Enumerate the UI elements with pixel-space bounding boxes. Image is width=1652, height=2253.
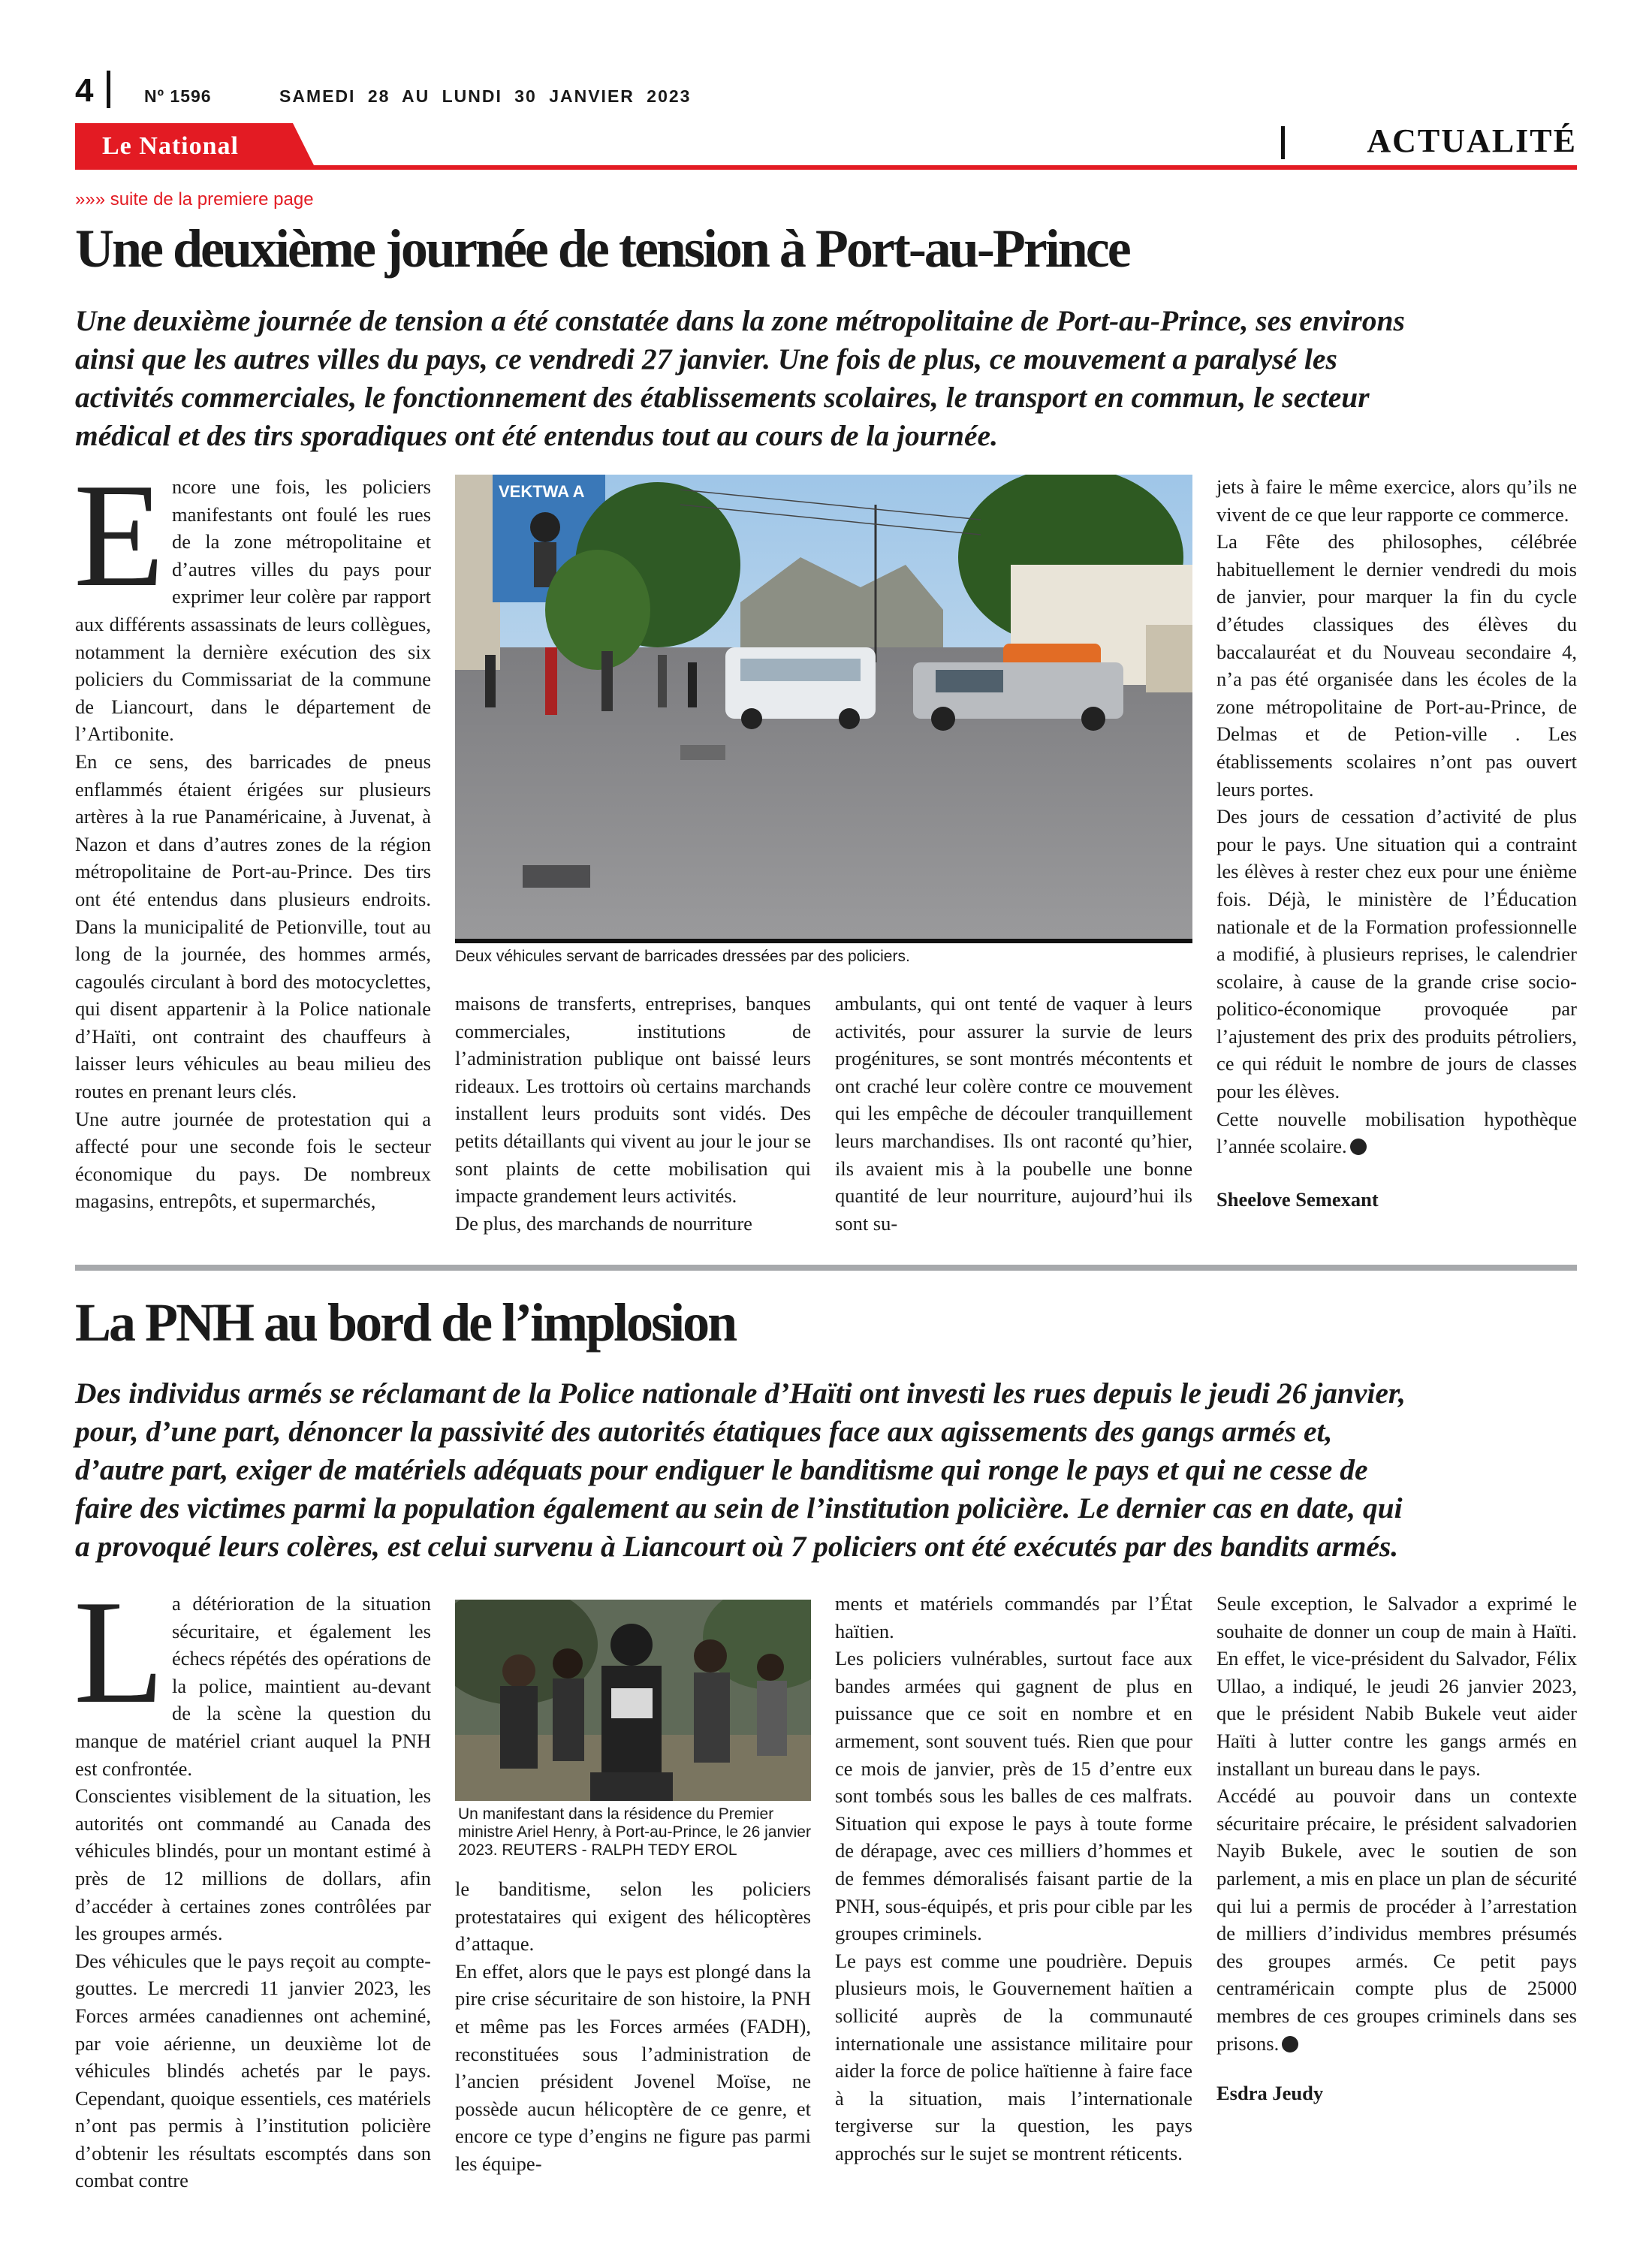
photo-caption: Deux véhicules servant de barricades dressées par des policiers. [455, 948, 910, 965]
paragraph: En ce sens, des barricades de pneus enflammés étaient érigées sur plusieurs artères à la rue Panaméricaine, à Juvenat, à Nazon et dans d’autres zones de la région métropolitaine de Port-au-Prince. Des tirs ont été entendus dans plusieurs endroits. Dans la municipalité de Petionville, tout au long de la journée, des hommes armés, cagoulés circulant à bord des motocyclettes, qui disent appartenir à la Police nationale d’Haïti, ont contraint des chauffeurs à laisser leurs véhicules au beau milieu des routes en prenant leurs clés. [75, 749, 431, 1103]
article1-col2 [455, 990, 811, 1237]
page-number: 4 [75, 72, 94, 109]
article1-col1 [74, 453, 431, 1215]
article2-lede [75, 1374, 1577, 1566]
paragraph: De plus, des marchands de nourriture [455, 1211, 752, 1235]
article2-headline: La PNH au bord de l’implosion [75, 1292, 736, 1353]
byline: Esdra Jeudy [1216, 2082, 1324, 2105]
byline: Sheelove Semexant [1216, 1187, 1379, 1211]
paragraph: Cette nouvelle mobilisation hypothèque l’année scolaire. [1216, 1107, 1577, 1158]
paragraph: Conscientes visiblement de la situation, les autorités ont commandé au Canada des véhicules blindés, pour un montant estimé à près de 12 millions de dollars, afin d’accéder à certaines zones contrôlées par les groupes armés. [75, 1784, 431, 1945]
lede-line: ainsi que les autres villes du pays, ce vendredi 27 janvier. Une fois de plus, ce mouvement a paralysé les [75, 342, 1337, 376]
svg-text:VEKTWA A: VEKTWA A [499, 482, 585, 501]
dropcap: E [74, 453, 164, 617]
paragraph: ments et matériels commandés par l’État haïtien. [835, 1592, 1192, 1642]
lede-line: pour, d’une part, dénoncer la passivité des autorités étatiques face aux agissements des gangs armés et, [75, 1415, 1333, 1448]
lede-line: d’autre part, exiger de matériels adéquats pour endiguer le banditisme qui ronge le pays et qui ne cesse de [75, 1453, 1368, 1486]
lede-line: activités commerciales, le fonctionnement des établissements scolaires, le transport en commun, le secteur [75, 381, 1370, 414]
lede-line: a provoqué leurs colères, est celui survenu à Liancourt où 7 policiers ont été exécutés par des bandits armés. [75, 1530, 1399, 1563]
paragraph: ncore une fois, les policiers manifestants ont foulé les rues de la zone métropolitaine et d’autres villes du pays pour exprimer leur colère par rapport aux différents assassinats de leurs collègues, notamment la dernière exécution des six policiers du Commissariat de la commune de Liancourt, dans le département de l’Artibonite. [75, 475, 431, 746]
paragraph: Des jours de cessation d’activité de plus pour le pays. Une situation qui a contraint les élèves à rester chez eux pour une énième fois. Déjà, le ministère de l’Éducation nationale et de la Formation professionnelle a modifié, à plusieurs reprises, le calendrier scolaire, à cause de la grande crise socio-politico-économique provoquée par l’ajustement des prix des produits pétroliers, ce qui réduit le nombre de jours de classes pour les élèves. [1216, 805, 1577, 1103]
section-label: ACTUALITÉ [1367, 122, 1577, 159]
paragraph: Des véhicules que le pays reçoit au compte-gouttes. Le mercredi 11 janvier 2023, les Forces armées canadiennes ont acheminé, par voie aérienne, un deuxième lot de véhicules blindés achetés par le pays. Cependant, quoique essentiels, ces matériels n’ont pas permis à l’institution policière d’obtenir les résultats escomptés dans son combat contre [75, 1949, 431, 2192]
article1-col4 [1216, 473, 1577, 1213]
article1-lede [75, 302, 1577, 455]
end-mark-icon [1282, 2036, 1298, 2052]
article2-col1 [74, 1570, 431, 2194]
header-rule [75, 165, 1577, 170]
paragraph: Le pays est comme une poudrière. Depuis plusieurs mois, le Gouvernement haïtien a sollicité auprès de la communauté internationale une assistance militaire pour aider la force de police haïtienne à faire face à la situation, mais l’internationale tergiverse sur la question, les pays approchés sur le sujet se montrent réticents. [835, 1949, 1192, 2164]
paragraph: En effet, alors que le pays est plongé dans la pire crise sécuritaire de son histoire, la PNH et même pas les Forces armées (FADH), reconstituées sous l’administration de l’ancien président Jovenel Moïse, ne possède aucun hélicoptère de ce genre, et encore ce type d’engins ne figure pas parmi les équipe- [455, 1959, 811, 2175]
section-bar [1281, 126, 1285, 159]
paragraph: le banditisme, selon les policiers protestataires qui exigent des hélicoptères d’attaque. [455, 1878, 811, 1956]
paragraph: a détérioration de la situation sécuritaire, et également les échecs répétés des opérations de la police, maintient au-devant de la scène la question du manque de matériel criant auquel la PNH est confrontée. [75, 1592, 431, 1780]
brand-logo: Le National [102, 132, 239, 160]
lede-line: Des individus armés se réclamant de la Police nationale d’Haïti ont investi les rues depuis le jeudi 26 janvier, [75, 1377, 1406, 1410]
paragraph: maisons de transferts, entreprises, banques commerciales, institutions de l’administration publique ont baissé leurs rideaux. Les trottoirs où certains marchands installent leurs produits sont vidés. Des petits détaillants qui vivent au jour le jour se sont plaints de cette mobilisation qui impacte grandement leurs activités. [455, 992, 811, 1208]
issue-date: SAMEDI 28 AU LUNDI 30 JANVIER 2023 [279, 86, 692, 106]
paragraph: Les policiers vulnérables, surtout face aux bandes armées qui gagnent de plus en puissance que ce soit en nombre et en armement, sont souvent tués. Rien que pour ce mois de janvier, près de 15 d’entre eux sont tombés sous les balles de ces malfrats. Situation qui expose le pays à toute forme de dérapage, avec ces milliers d’hommes et de femmes démoralisés faisant partie de la PNH, sous-équipés, et pris pour cible par les groupes criminels. [835, 1647, 1192, 1945]
lede-line: médical et des tirs sporadiques ont été entendus tout au cours de la journée. [75, 419, 998, 452]
page-number-bar [107, 71, 110, 108]
paragraph: jets à faire le même exercice, alors qu’ils ne vivent de ce que leur rapporte ce commerce. [1216, 475, 1577, 526]
article2-col2 [455, 1875, 811, 2178]
dropcap: L [74, 1570, 164, 1734]
paragraph: Accédé au pouvoir dans un contexte sécuritaire précaire, le président salvadorien Nayib Bukele, avec le soutien de son parlement, a mis en place un plan de sécurité qui lui a permis de procéder à l’arrestation de milliers d’individus membres présumés des groupes armés. Ce petit pays centraméricain compte plus de 25000 membres de ces groupes criminels dans ses prisons. [1216, 1784, 1577, 2055]
article1-col3 [835, 990, 1192, 1237]
photo-caption: Un manifestant dans la résidence du Premier ministre Ariel Henry, à Port-au-Prince, le 26 janvier 2023. REUTERS - RALPH TEDY EROL [458, 1805, 811, 1859]
protester-photo [455, 1600, 811, 1801]
lede-line: Une deuxième journée de tension a été constatée dans la zone métropolitaine de Port-au-Prince, ses environs [75, 304, 1405, 337]
barricade-photo [455, 475, 1192, 943]
article2-col3 [835, 1590, 1192, 2167]
article2-col4 [1216, 1590, 1577, 2107]
issue-number: Nº 1596 [144, 86, 212, 106]
continued-from-front: »»» suite de la premiere page [75, 189, 314, 210]
article1-headline: Une deuxième journée de tension à Port-au-Prince [75, 219, 1129, 279]
paragraph: Seule exception, le Salvador a exprimé le souhaite de donner un coup de main à Haïti. En effet, le vice-président du Salvador, Félix Ullao, a indiqué, le jeudi 26 janvier 2023, que le président Nabib Bukele veut aider Haïti à lutter contre les gangs armés en installant un bureau dans le pays. [1216, 1592, 1577, 1780]
end-mark-icon [1350, 1139, 1367, 1155]
paragraph: ambulants, qui ont tenté de vaquer à leurs activités, pour assurer la survie de leurs progénitures, se sont montrés mécontents et ont craché leur colère contre ce mouvement qui les empêche de découler tranquillement leurs marchandises. Ils ont raconté qu’hier, ils avaient mis à la poubelle une bonne quantité de leur nourriture, aujourd’hui ils sont su- [835, 992, 1192, 1235]
lede-line: faire des victimes parmi la population également au sein de l’institution policière. Le dernier cas en date, qui [75, 1491, 1403, 1525]
paragraph: Une autre journée de protestation qui a affecté pour une seconde fois le secteur économique du pays. De nombreux magasins, entrepôts, et supermarchés, [75, 1107, 431, 1213]
paragraph: La Fête des philosophes, célébrée habituellement le dernier vendredi du mois de janvier, pour marquer la fin du cycle d’études classiques des élèves du baccalauréat et du Nouveau secondaire 4, n’a pas été organisée dans les écoles de la zone métropolitaine de Port-au-Prince, de Delmas et de Petion-ville . Les établissements scolaires n’ont pas ouvert leurs portes. [1216, 530, 1577, 801]
article-divider [75, 1265, 1577, 1271]
